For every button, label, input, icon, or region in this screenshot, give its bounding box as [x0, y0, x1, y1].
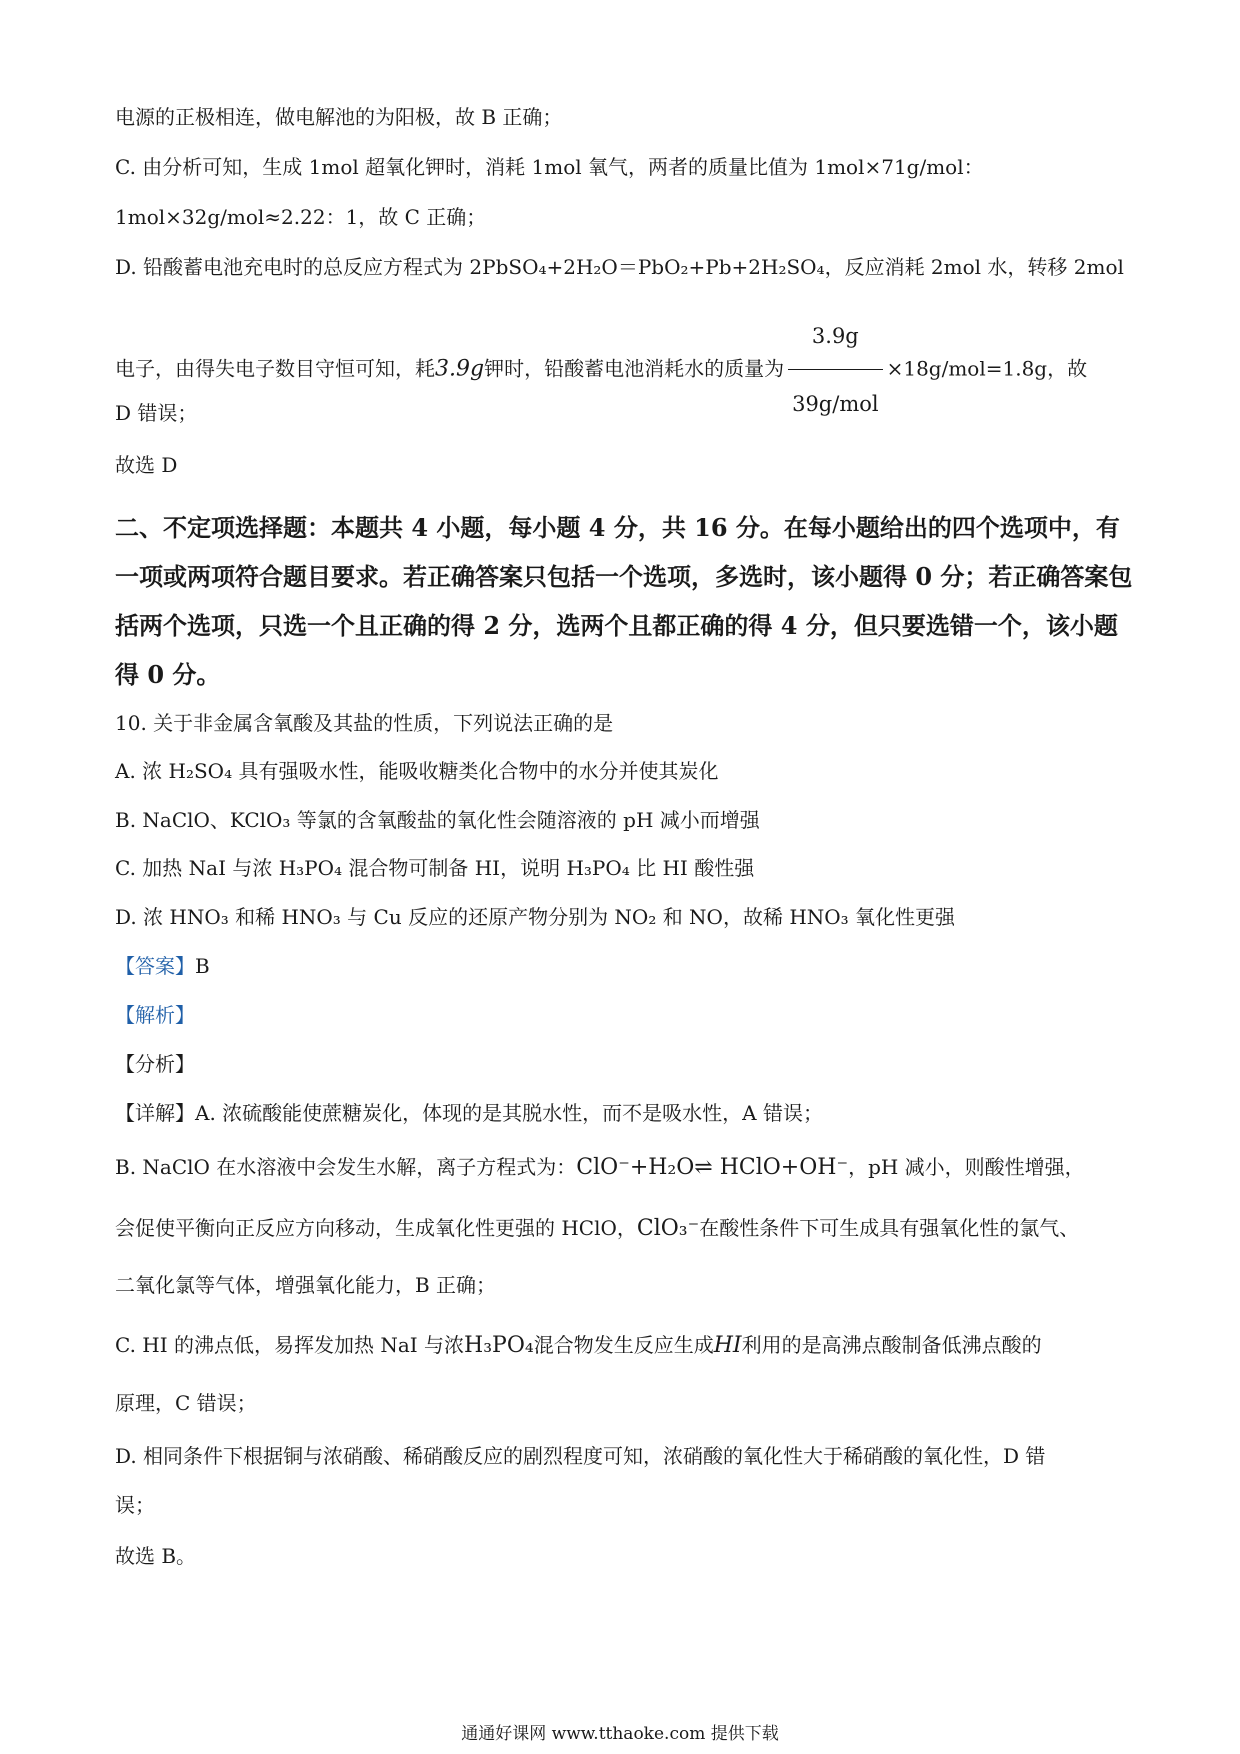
- hi-formula: HI: [713, 1333, 742, 1358]
- chlorate-ion: ClO₃⁻: [636, 1216, 700, 1241]
- detail-b-line-1: [115, 1152, 1132, 1183]
- line5-suffix: ×18g/mol=1.8g，故: [886, 356, 1088, 381]
- page-footer: 通通好课网 www.tthaoke.com 提供下载: [461, 1724, 779, 1744]
- answer-tag: 【答案】: [115, 954, 195, 978]
- question-10-option-d: D. 浓 HNO₃ 和稀 HNO₃ 与 Cu 反应的还原产物分别为 NO₂ 和 NO，故稀 HNO₃ 氧化性更强: [115, 905, 956, 929]
- question-10-option-a: A. 浓 H₂SO₄ 具有强吸水性，能吸收糖类化合物中的水分并使其炭化: [115, 759, 719, 783]
- phosphoric-acid: H₃PO₄: [464, 1333, 534, 1358]
- detail-c1-mid: 混合物发生反应生成: [533, 1333, 714, 1357]
- prev-solution-line-6: D 错误；: [115, 401, 198, 425]
- conclusion: 故选 B。: [115, 1544, 197, 1568]
- detail-b1-suffix: ，pH 减小，则酸性增强，: [848, 1155, 1085, 1179]
- line5-prefix: 电子，由得失电子数目守恒可知，耗: [115, 356, 435, 381]
- answer-line: [115, 951, 1132, 981]
- analysis-tag: 【解析】: [115, 1003, 195, 1027]
- detail-c-line-2: 原理，C 错误；: [115, 1391, 257, 1415]
- detail-b-line-3: 二氧化氯等气体，增强氧化能力，B 正确；: [115, 1273, 497, 1297]
- hydrolysis-equation: ClO⁻+H₂O⇌ HClO+OH⁻: [576, 1155, 849, 1180]
- line5-mid: 钾时，铅酸蓄电池消耗水的质量为: [484, 356, 785, 381]
- fenxi-tag: 【分析】: [115, 1052, 195, 1076]
- detail-tag: 【详解】: [115, 1101, 195, 1125]
- question-10-stem: 10. 关于非金属含氧酸及其盐的性质，下列说法正确的是: [115, 711, 614, 735]
- detail-c1-suffix: 利用的是高沸点酸制备低沸点酸的: [741, 1333, 1042, 1357]
- prev-solution-line-7: 故选 D: [115, 453, 178, 477]
- line5-mass: 3.9g: [435, 356, 485, 382]
- detail-c1-prefix: C. HI 的沸点低，易挥发加热 NaI 与浓: [115, 1333, 465, 1357]
- question-10-option-b: B. NaClO、KClO₃ 等氯的含氧酸盐的氧化性会随溶液的 pH 减小而增强: [115, 808, 760, 832]
- fraction-numerator: 3.9g: [788, 305, 883, 370]
- detail-a: [115, 1098, 1132, 1128]
- prev-solution-line-2: C. 由分析可知，生成 1mol 超氧化钾时，消耗 1mol 氧气，两者的质量比值为 1mol×71g/mol：: [115, 155, 984, 179]
- detail-b2-suffix: 在酸性条件下可生成具有强氧化性的氯气、: [699, 1216, 1080, 1240]
- detail-d-line-1: D. 相同条件下根据铜与浓硝酸、稀硝酸反应的剧烈程度可知，浓硝酸的氧化性大于稀硝酸的氧化性，D 错: [115, 1444, 1046, 1468]
- detail-d-line-2: 误；: [115, 1493, 155, 1517]
- prev-solution-line-4: D. 铅酸蓄电池充电时的总反应方程式为 2PbSO₄+2H₂O＝PbO₂+Pb+2H₂SO₄，反应消耗 2mol 水，转移 2mol: [115, 255, 1124, 279]
- detail-c-line-1: [115, 1330, 1132, 1361]
- fraction-denominator: 39g/mol: [792, 392, 879, 416]
- prev-solution-line-1: 电源的正极相连，做电解池的为阳极，故 B 正确；: [115, 105, 563, 129]
- section-2-heading: 二、不定项选择题：本题共 4 小题，每小题 4 分，共 16 分。在每小题给出的四个选项中，有一项或两项符合题目要求。若正确答案只包括一个选项，多选时，该小题得 0 分；若正确答案包括两个选项，只选一个且正确的得 2 分，选两个且都正确的得 4 分，但只要选错一个，该小题得 0 分。: [115, 513, 1133, 689]
- prev-solution-line-3: 1mol×32g/mol≈2.22：1，故 C 正确；: [115, 205, 487, 229]
- detail-b1-prefix: B. NaClO 在水溶液中会发生水解，离子方程式为：: [115, 1155, 577, 1179]
- detail-b-line-2: [115, 1213, 1132, 1244]
- detail-a-text: A. 浓硫酸能使蔗糖炭化，体现的是其脱水性，而不是吸水性，A 错误；: [195, 1101, 823, 1125]
- answer-value: B: [195, 954, 210, 978]
- question-10-option-c: C. 加热 NaI 与浓 H₃PO₄ 混合物可制备 HI，说明 H₃PO₄ 比 HI 酸性强: [115, 856, 755, 880]
- detail-b2-prefix: 会促使平衡向正反应方向移动，生成氧化性更强的 HClO，: [115, 1216, 637, 1240]
